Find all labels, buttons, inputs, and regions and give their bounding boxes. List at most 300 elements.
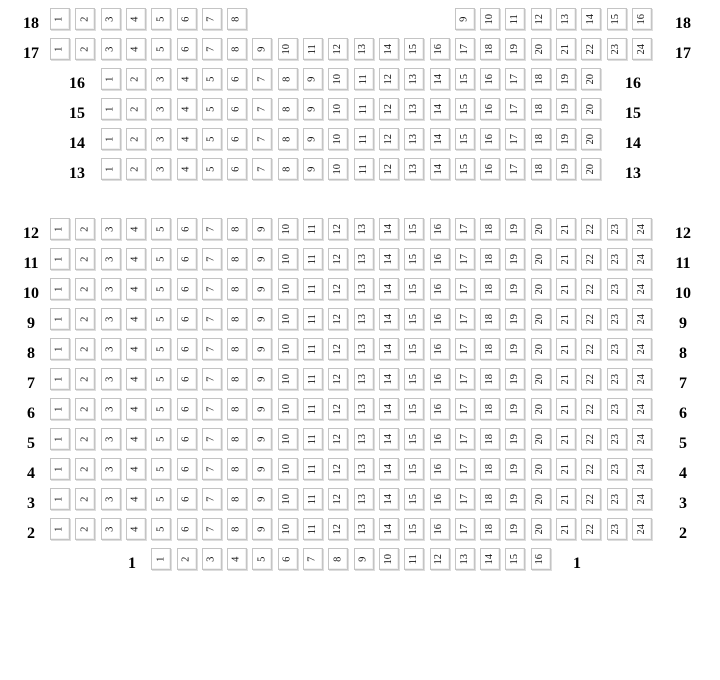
seat-row12-20[interactable]: [531, 218, 551, 240]
seat-row17-9[interactable]: [252, 38, 272, 60]
seat-row3-20[interactable]: [531, 488, 551, 510]
seat-row8-14[interactable]: [379, 338, 399, 360]
seat-row10-5[interactable]: [151, 278, 171, 300]
seat-row3-13[interactable]: [354, 488, 374, 510]
seat-row17-4[interactable]: [126, 38, 146, 60]
seat-row15-1[interactable]: [101, 98, 121, 120]
seat-row3-4[interactable]: [126, 488, 146, 510]
seat-row6-12[interactable]: [328, 398, 348, 420]
seat-row7-20[interactable]: [531, 368, 551, 390]
seat-row12-7[interactable]: [202, 218, 222, 240]
seat-row17-15[interactable]: [404, 38, 424, 60]
seat-row7-8[interactable]: [227, 368, 247, 390]
seat-row4-18[interactable]: [480, 458, 500, 480]
seat-row5-7[interactable]: [202, 428, 222, 450]
seat-row13-16[interactable]: [480, 158, 500, 180]
seat-row11-7[interactable]: [202, 248, 222, 270]
seat-row4-22[interactable]: [581, 458, 601, 480]
seat-row12-9[interactable]: [252, 218, 272, 240]
seat-row4-11[interactable]: [303, 458, 323, 480]
seat-row13-10[interactable]: [328, 158, 348, 180]
seat-row9-3[interactable]: [101, 308, 121, 330]
seat-row9-21[interactable]: [556, 308, 576, 330]
seat-row18-7[interactable]: [202, 8, 222, 30]
seat-row8-12[interactable]: [328, 338, 348, 360]
seat-row18-14[interactable]: [581, 8, 601, 30]
seat-row2-8[interactable]: [227, 518, 247, 540]
seat-row4-3[interactable]: [101, 458, 121, 480]
seat-row4-1[interactable]: [50, 458, 70, 480]
seat-row18-9[interactable]: [455, 8, 475, 30]
seat-row9-14[interactable]: [379, 308, 399, 330]
seat-row5-1[interactable]: [50, 428, 70, 450]
seat-row17-21[interactable]: [556, 38, 576, 60]
seat-row6-24[interactable]: [632, 398, 652, 420]
seat-row10-12[interactable]: [328, 278, 348, 300]
seat-row5-21[interactable]: [556, 428, 576, 450]
seat-row13-2[interactable]: [126, 158, 146, 180]
seat-row10-23[interactable]: [607, 278, 627, 300]
seat-row10-19[interactable]: [505, 278, 525, 300]
seat-row8-8[interactable]: [227, 338, 247, 360]
seat-row5-20[interactable]: [531, 428, 551, 450]
seat-row2-5[interactable]: [151, 518, 171, 540]
seat-row5-19[interactable]: [505, 428, 525, 450]
seat-row4-10[interactable]: [278, 458, 298, 480]
seat-row7-14[interactable]: [379, 368, 399, 390]
seat-row10-3[interactable]: [101, 278, 121, 300]
seat-row10-1[interactable]: [50, 278, 70, 300]
seat-row15-8[interactable]: [278, 98, 298, 120]
seat-row12-19[interactable]: [505, 218, 525, 240]
seat-row10-14[interactable]: [379, 278, 399, 300]
seat-row16-14[interactable]: [430, 68, 450, 90]
seat-row4-5[interactable]: [151, 458, 171, 480]
seat-row11-22[interactable]: [581, 248, 601, 270]
seat-row9-15[interactable]: [404, 308, 424, 330]
seat-row3-16[interactable]: [430, 488, 450, 510]
seat-row11-16[interactable]: [430, 248, 450, 270]
seat-row6-1[interactable]: [50, 398, 70, 420]
seat-row5-5[interactable]: [151, 428, 171, 450]
seat-row2-19[interactable]: [505, 518, 525, 540]
seat-row16-7[interactable]: [252, 68, 272, 90]
seat-row14-20[interactable]: [581, 128, 601, 150]
seat-row9-24[interactable]: [632, 308, 652, 330]
seat-row1-2[interactable]: [177, 548, 197, 570]
seat-row5-14[interactable]: [379, 428, 399, 450]
seat-row17-24[interactable]: [632, 38, 652, 60]
seat-row4-24[interactable]: [632, 458, 652, 480]
seat-row18-10[interactable]: [480, 8, 500, 30]
seat-row5-15[interactable]: [404, 428, 424, 450]
seat-row15-10[interactable]: [328, 98, 348, 120]
seat-row18-8[interactable]: [227, 8, 247, 30]
seat-row14-18[interactable]: [531, 128, 551, 150]
seat-row9-16[interactable]: [430, 308, 450, 330]
seat-row9-5[interactable]: [151, 308, 171, 330]
seat-row12-10[interactable]: [278, 218, 298, 240]
seat-row11-1[interactable]: [50, 248, 70, 270]
seat-row6-8[interactable]: [227, 398, 247, 420]
seat-row18-5[interactable]: [151, 8, 171, 30]
seat-row8-19[interactable]: [505, 338, 525, 360]
seat-row2-20[interactable]: [531, 518, 551, 540]
seat-row4-4[interactable]: [126, 458, 146, 480]
seat-row15-4[interactable]: [177, 98, 197, 120]
seat-row4-8[interactable]: [227, 458, 247, 480]
seat-row10-9[interactable]: [252, 278, 272, 300]
seat-row7-5[interactable]: [151, 368, 171, 390]
seat-row5-11[interactable]: [303, 428, 323, 450]
seat-row9-19[interactable]: [505, 308, 525, 330]
seat-row9-8[interactable]: [227, 308, 247, 330]
seat-row9-23[interactable]: [607, 308, 627, 330]
seat-row16-19[interactable]: [556, 68, 576, 90]
seat-row15-9[interactable]: [303, 98, 323, 120]
seat-row12-14[interactable]: [379, 218, 399, 240]
seat-row1-6[interactable]: [278, 548, 298, 570]
seat-row14-1[interactable]: [101, 128, 121, 150]
seat-row12-6[interactable]: [177, 218, 197, 240]
seat-row8-9[interactable]: [252, 338, 272, 360]
seat-row13-19[interactable]: [556, 158, 576, 180]
seat-row17-20[interactable]: [531, 38, 551, 60]
seat-row4-7[interactable]: [202, 458, 222, 480]
seat-row18-15[interactable]: [607, 8, 627, 30]
seat-row1-8[interactable]: [328, 548, 348, 570]
seat-row11-17[interactable]: [455, 248, 475, 270]
seat-row15-18[interactable]: [531, 98, 551, 120]
seat-row16-5[interactable]: [202, 68, 222, 90]
seat-row16-11[interactable]: [354, 68, 374, 90]
seat-row3-22[interactable]: [581, 488, 601, 510]
seat-row3-12[interactable]: [328, 488, 348, 510]
seat-row11-12[interactable]: [328, 248, 348, 270]
seat-row16-9[interactable]: [303, 68, 323, 90]
seat-row5-4[interactable]: [126, 428, 146, 450]
seat-row15-11[interactable]: [354, 98, 374, 120]
seat-row15-15[interactable]: [455, 98, 475, 120]
seat-row17-2[interactable]: [75, 38, 95, 60]
seat-row15-19[interactable]: [556, 98, 576, 120]
seat-row7-22[interactable]: [581, 368, 601, 390]
seat-row8-18[interactable]: [480, 338, 500, 360]
seat-row16-18[interactable]: [531, 68, 551, 90]
seat-row10-6[interactable]: [177, 278, 197, 300]
seat-row2-9[interactable]: [252, 518, 272, 540]
seat-row5-8[interactable]: [227, 428, 247, 450]
seat-row15-5[interactable]: [202, 98, 222, 120]
seat-row15-3[interactable]: [151, 98, 171, 120]
seat-row2-10[interactable]: [278, 518, 298, 540]
seat-row1-11[interactable]: [404, 548, 424, 570]
seat-row2-13[interactable]: [354, 518, 374, 540]
seat-row10-24[interactable]: [632, 278, 652, 300]
seat-row4-14[interactable]: [379, 458, 399, 480]
seat-row3-8[interactable]: [227, 488, 247, 510]
seat-row18-12[interactable]: [531, 8, 551, 30]
seat-row6-20[interactable]: [531, 398, 551, 420]
seat-row18-2[interactable]: [75, 8, 95, 30]
seat-row5-6[interactable]: [177, 428, 197, 450]
seat-row8-24[interactable]: [632, 338, 652, 360]
seat-row3-1[interactable]: [50, 488, 70, 510]
seat-row5-24[interactable]: [632, 428, 652, 450]
seat-row8-21[interactable]: [556, 338, 576, 360]
seat-row15-6[interactable]: [227, 98, 247, 120]
seat-row14-2[interactable]: [126, 128, 146, 150]
seat-row13-5[interactable]: [202, 158, 222, 180]
seat-row15-2[interactable]: [126, 98, 146, 120]
seat-row6-14[interactable]: [379, 398, 399, 420]
seat-row7-21[interactable]: [556, 368, 576, 390]
seat-row11-5[interactable]: [151, 248, 171, 270]
seat-row11-2[interactable]: [75, 248, 95, 270]
seat-row13-15[interactable]: [455, 158, 475, 180]
seat-row3-18[interactable]: [480, 488, 500, 510]
seat-row8-1[interactable]: [50, 338, 70, 360]
seat-row17-6[interactable]: [177, 38, 197, 60]
seat-row14-7[interactable]: [252, 128, 272, 150]
seat-row11-9[interactable]: [252, 248, 272, 270]
seat-row13-7[interactable]: [252, 158, 272, 180]
seat-row5-9[interactable]: [252, 428, 272, 450]
seat-row6-16[interactable]: [430, 398, 450, 420]
seat-row13-11[interactable]: [354, 158, 374, 180]
seat-row7-10[interactable]: [278, 368, 298, 390]
seat-row12-8[interactable]: [227, 218, 247, 240]
seat-row14-12[interactable]: [379, 128, 399, 150]
seat-row7-24[interactable]: [632, 368, 652, 390]
seat-row18-4[interactable]: [126, 8, 146, 30]
seat-row16-4[interactable]: [177, 68, 197, 90]
seat-row10-10[interactable]: [278, 278, 298, 300]
seat-row1-14[interactable]: [480, 548, 500, 570]
seat-row6-22[interactable]: [581, 398, 601, 420]
seat-row17-13[interactable]: [354, 38, 374, 60]
seat-row16-15[interactable]: [455, 68, 475, 90]
seat-row6-19[interactable]: [505, 398, 525, 420]
seat-row14-13[interactable]: [404, 128, 424, 150]
seat-row2-18[interactable]: [480, 518, 500, 540]
seat-row10-7[interactable]: [202, 278, 222, 300]
seat-row11-20[interactable]: [531, 248, 551, 270]
seat-row12-2[interactable]: [75, 218, 95, 240]
seat-row11-10[interactable]: [278, 248, 298, 270]
seat-row10-13[interactable]: [354, 278, 374, 300]
seat-row5-16[interactable]: [430, 428, 450, 450]
seat-row12-23[interactable]: [607, 218, 627, 240]
seat-row9-11[interactable]: [303, 308, 323, 330]
seat-row3-5[interactable]: [151, 488, 171, 510]
seat-row6-3[interactable]: [101, 398, 121, 420]
seat-row13-14[interactable]: [430, 158, 450, 180]
seat-row6-18[interactable]: [480, 398, 500, 420]
seat-row2-7[interactable]: [202, 518, 222, 540]
seat-row16-13[interactable]: [404, 68, 424, 90]
seat-row9-22[interactable]: [581, 308, 601, 330]
seat-row17-14[interactable]: [379, 38, 399, 60]
seat-row4-23[interactable]: [607, 458, 627, 480]
seat-row1-13[interactable]: [455, 548, 475, 570]
seat-row16-2[interactable]: [126, 68, 146, 90]
seat-row7-15[interactable]: [404, 368, 424, 390]
seat-row3-11[interactable]: [303, 488, 323, 510]
seat-row12-5[interactable]: [151, 218, 171, 240]
seat-row13-8[interactable]: [278, 158, 298, 180]
seat-row6-21[interactable]: [556, 398, 576, 420]
seat-row5-23[interactable]: [607, 428, 627, 450]
seat-row8-5[interactable]: [151, 338, 171, 360]
seat-row7-9[interactable]: [252, 368, 272, 390]
seat-row12-3[interactable]: [101, 218, 121, 240]
seat-row15-12[interactable]: [379, 98, 399, 120]
seat-row14-14[interactable]: [430, 128, 450, 150]
seat-row10-18[interactable]: [480, 278, 500, 300]
seat-row1-5[interactable]: [252, 548, 272, 570]
seat-row18-1[interactable]: [50, 8, 70, 30]
seat-row3-15[interactable]: [404, 488, 424, 510]
seat-row6-11[interactable]: [303, 398, 323, 420]
seat-row6-13[interactable]: [354, 398, 374, 420]
seat-row9-10[interactable]: [278, 308, 298, 330]
seat-row1-9[interactable]: [354, 548, 374, 570]
seat-row17-12[interactable]: [328, 38, 348, 60]
seat-row3-10[interactable]: [278, 488, 298, 510]
seat-row3-3[interactable]: [101, 488, 121, 510]
seat-row17-1[interactable]: [50, 38, 70, 60]
seat-row7-11[interactable]: [303, 368, 323, 390]
seat-row5-13[interactable]: [354, 428, 374, 450]
seat-row11-24[interactable]: [632, 248, 652, 270]
seat-row17-10[interactable]: [278, 38, 298, 60]
seat-row11-15[interactable]: [404, 248, 424, 270]
seat-row3-9[interactable]: [252, 488, 272, 510]
seat-row16-3[interactable]: [151, 68, 171, 90]
seat-row11-4[interactable]: [126, 248, 146, 270]
seat-row16-10[interactable]: [328, 68, 348, 90]
seat-row15-7[interactable]: [252, 98, 272, 120]
seat-row4-16[interactable]: [430, 458, 450, 480]
seat-row16-17[interactable]: [505, 68, 525, 90]
seat-row2-1[interactable]: [50, 518, 70, 540]
seat-row18-16[interactable]: [632, 8, 652, 30]
seat-row10-17[interactable]: [455, 278, 475, 300]
seat-row11-21[interactable]: [556, 248, 576, 270]
seat-row13-13[interactable]: [404, 158, 424, 180]
seat-row4-15[interactable]: [404, 458, 424, 480]
seat-row4-12[interactable]: [328, 458, 348, 480]
seat-row15-17[interactable]: [505, 98, 525, 120]
seat-row10-11[interactable]: [303, 278, 323, 300]
seat-row11-3[interactable]: [101, 248, 121, 270]
seat-row7-16[interactable]: [430, 368, 450, 390]
seat-row1-1[interactable]: [151, 548, 171, 570]
seat-row2-11[interactable]: [303, 518, 323, 540]
seat-row1-7[interactable]: [303, 548, 323, 570]
seat-row2-23[interactable]: [607, 518, 627, 540]
seat-row9-2[interactable]: [75, 308, 95, 330]
seat-row8-16[interactable]: [430, 338, 450, 360]
seat-row9-18[interactable]: [480, 308, 500, 330]
seat-row16-1[interactable]: [101, 68, 121, 90]
seat-row17-18[interactable]: [480, 38, 500, 60]
seat-row13-12[interactable]: [379, 158, 399, 180]
seat-row15-14[interactable]: [430, 98, 450, 120]
seat-row7-6[interactable]: [177, 368, 197, 390]
seat-row17-22[interactable]: [581, 38, 601, 60]
seat-row7-2[interactable]: [75, 368, 95, 390]
seat-row7-7[interactable]: [202, 368, 222, 390]
seat-row8-23[interactable]: [607, 338, 627, 360]
seat-row13-20[interactable]: [581, 158, 601, 180]
seat-row3-7[interactable]: [202, 488, 222, 510]
seat-row8-7[interactable]: [202, 338, 222, 360]
seat-row5-18[interactable]: [480, 428, 500, 450]
seat-row14-9[interactable]: [303, 128, 323, 150]
seat-row3-21[interactable]: [556, 488, 576, 510]
seat-row13-4[interactable]: [177, 158, 197, 180]
seat-row2-4[interactable]: [126, 518, 146, 540]
seat-row12-13[interactable]: [354, 218, 374, 240]
seat-row4-6[interactable]: [177, 458, 197, 480]
seat-row17-11[interactable]: [303, 38, 323, 60]
seat-row3-24[interactable]: [632, 488, 652, 510]
seat-row8-11[interactable]: [303, 338, 323, 360]
seat-row13-3[interactable]: [151, 158, 171, 180]
seat-row17-16[interactable]: [430, 38, 450, 60]
seat-row9-17[interactable]: [455, 308, 475, 330]
seat-row2-15[interactable]: [404, 518, 424, 540]
seat-row9-1[interactable]: [50, 308, 70, 330]
seat-row14-5[interactable]: [202, 128, 222, 150]
seat-row12-24[interactable]: [632, 218, 652, 240]
seat-row14-19[interactable]: [556, 128, 576, 150]
seat-row10-20[interactable]: [531, 278, 551, 300]
seat-row1-3[interactable]: [202, 548, 222, 570]
seat-row4-2[interactable]: [75, 458, 95, 480]
seat-row2-17[interactable]: [455, 518, 475, 540]
seat-row6-7[interactable]: [202, 398, 222, 420]
seat-row12-21[interactable]: [556, 218, 576, 240]
seat-row17-8[interactable]: [227, 38, 247, 60]
seat-row7-13[interactable]: [354, 368, 374, 390]
seat-row16-12[interactable]: [379, 68, 399, 90]
seat-row5-3[interactable]: [101, 428, 121, 450]
seat-row1-12[interactable]: [430, 548, 450, 570]
seat-row18-6[interactable]: [177, 8, 197, 30]
seat-row5-2[interactable]: [75, 428, 95, 450]
seat-row14-3[interactable]: [151, 128, 171, 150]
seat-row10-4[interactable]: [126, 278, 146, 300]
seat-row7-18[interactable]: [480, 368, 500, 390]
seat-row11-18[interactable]: [480, 248, 500, 270]
seat-row16-20[interactable]: [581, 68, 601, 90]
seat-row13-9[interactable]: [303, 158, 323, 180]
seat-row6-10[interactable]: [278, 398, 298, 420]
seat-row8-6[interactable]: [177, 338, 197, 360]
seat-row7-17[interactable]: [455, 368, 475, 390]
seat-row4-13[interactable]: [354, 458, 374, 480]
seat-row7-23[interactable]: [607, 368, 627, 390]
seat-row1-4[interactable]: [227, 548, 247, 570]
seat-row11-23[interactable]: [607, 248, 627, 270]
seat-row16-16[interactable]: [480, 68, 500, 90]
seat-row13-18[interactable]: [531, 158, 551, 180]
seat-row18-11[interactable]: [505, 8, 525, 30]
seat-row11-11[interactable]: [303, 248, 323, 270]
